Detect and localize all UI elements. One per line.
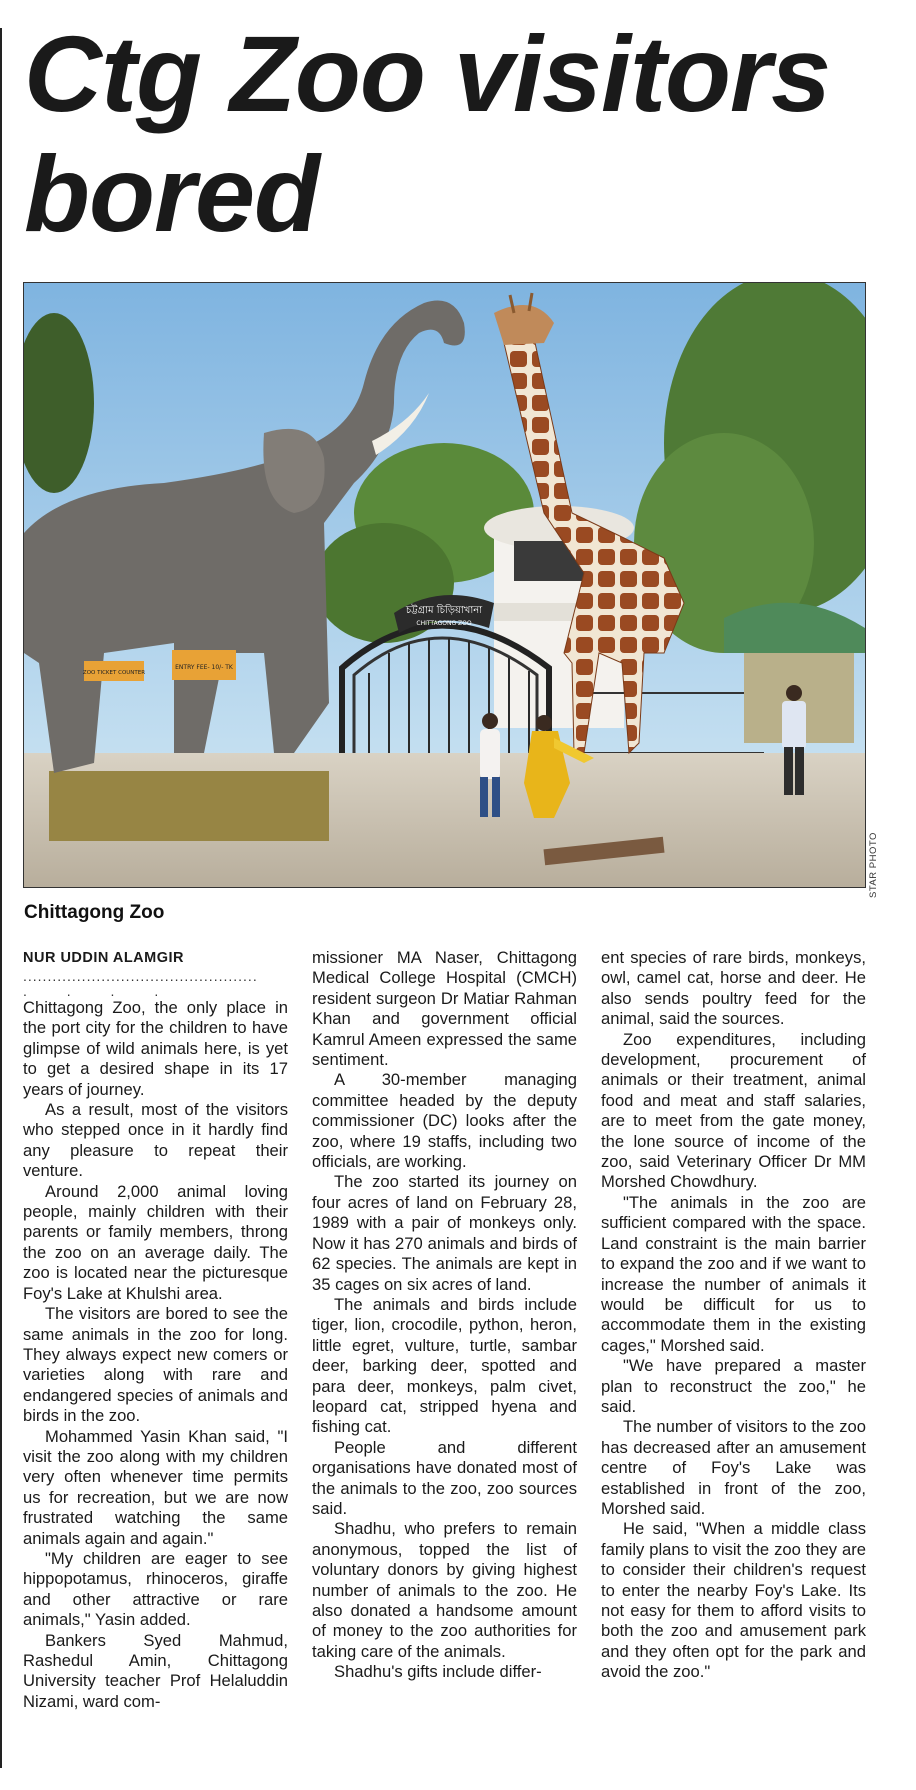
paragraph: Around 2,000 animal loving people, mainly children with their parents or family members, throng the zoo on an average daily. The zoo is located near the picturesque Foy's Lake at Khulshi area. bbox=[23, 1181, 288, 1303]
entry-fee-sign: ENTRY FEE- 10/- TK bbox=[175, 664, 233, 671]
photo-caption: Chittagong Zoo bbox=[24, 902, 165, 923]
byline-dots: . . . . bbox=[23, 983, 159, 999]
gate-sign-english: CHITTAGONG ZOO bbox=[416, 620, 472, 627]
paragraph: The number of visitors to the zoo has decreased after an amusement centre of Foy's Lake was established in front of the zoo, Morshed said. bbox=[601, 1417, 866, 1518]
paragraph: The animals and birds include tiger, lion, crocodile, python, heron, little egret, vulture, turtle, sambar deer, barking deer, spotted and para deer, monkeys, palm civet, leopard cat, stripped hyena and fishing cat. bbox=[312, 1294, 577, 1437]
paragraph: As a result, most of the visitors who stepped once in it hardly find any pleasure to repeat their venture. bbox=[23, 1100, 288, 1181]
paragraph: "We have prepared a master plan to reconstruct the zoo," he said. bbox=[601, 1356, 866, 1416]
article-column-2 bbox=[312, 948, 577, 1683]
paragraph: "The animals in the zoo are sufficient compared with the space. Land constraint is the main barrier to expand the zoo and if we want to increase the number of animals it would be difficult for us to accommodate them in the existing cages," Morshed said. bbox=[601, 1192, 866, 1355]
paragraph: Mohammed Yasin Khan said, "I visit the zoo along with my children very often whenever time permits us for recreation, but we are now frustrated watching the same animals again and again." bbox=[23, 1426, 288, 1548]
byline-rule: ................................................ bbox=[23, 968, 258, 984]
page-left-rule bbox=[0, 28, 2, 1768]
news-photo bbox=[23, 282, 866, 888]
paragraph: ent species of rare birds, monkeys, owl, camel cat, horse and deer. He also sends poultry feed for the animal, said the sources. bbox=[601, 948, 866, 1029]
article-column-3 bbox=[601, 948, 866, 1683]
photo-credit: STAR PHOTO bbox=[868, 832, 879, 898]
paragraph: A 30-member managing committee headed by the deputy commissioner (DC) looks after the zoo, where 19 staffs, including two officials, are working. bbox=[312, 1070, 577, 1172]
paragraph: missioner MA Naser, Chittagong Medical College Hospital (CMCH) resident surgeon Dr Matiar Rahman Khan and government official Kamrul Ameen expressed the same sentiment. bbox=[312, 948, 577, 1070]
gate-sign-bengali: চট্টগ্রাম চিড়িয়াখানা bbox=[405, 605, 483, 616]
byline: NUR UDDIN ALAMGIR bbox=[23, 950, 185, 966]
paragraph: Chittagong Zoo, the only place in the port city for the children to have glimpse of wild animals here, is yet to get a desired shape in its 17 years of journey. bbox=[23, 998, 288, 1099]
paragraph: Zoo expenditures, including development, procurement of animals or their treatment, animal food and meat and staff salaries, are to meet from the gate money, the lone source of income of the zoo, said Veterinary Officer Dr MM Morshed Chowdhury. bbox=[601, 1029, 866, 1192]
article-column-1 bbox=[23, 948, 288, 1712]
paragraph: The visitors are bored to see the same animals in the zoo for long. They always expect new comers or varieties along with rare and endangered species of animals and birds in the zoo. bbox=[23, 1304, 288, 1426]
paragraph: He said, "When a middle class family plans to visit the zoo they are to consider their children's request to enter the nearby Foy's Lake. Its not easy for them to afford visits to both the zoo and amusement park and they often opt for the park and avoid the zoo." bbox=[601, 1519, 866, 1682]
paragraph: Shadhu's gifts include differ- bbox=[334, 1662, 542, 1682]
paragraph: Bankers Syed Mahmud, Rashedul Amin, Chittagong University teacher Prof Helaluddin Nizami, ward com- bbox=[23, 1630, 288, 1711]
paragraph: Shadhu, who prefers to remain anonymous, topped the list of voluntary donors by giving highest number of animals to the zoo. He also donated a handsome amount of money to the zoo authorities for taking care of the animals. bbox=[312, 1519, 577, 1661]
paragraph: The zoo started its journey on four acres of land on February 28, 1989 with a pair of monkeys only. Now it has 270 animals and birds of 62 species. The animals are kept in 35 cages on six acres of land. bbox=[312, 1172, 577, 1294]
ticket-counter-sign: ZOO TICKET COUNTER bbox=[82, 670, 146, 676]
paragraph: People and different organisations have donated most of the animals to the zoo, zoo sources said. bbox=[312, 1437, 577, 1518]
headline: Ctg Zoo visitors bored bbox=[24, 13, 831, 254]
paragraph: "My children are eager to see hippopotamus, rhinoceros, giraffe and other attractive or rare animals," Yasin added. bbox=[23, 1548, 288, 1630]
